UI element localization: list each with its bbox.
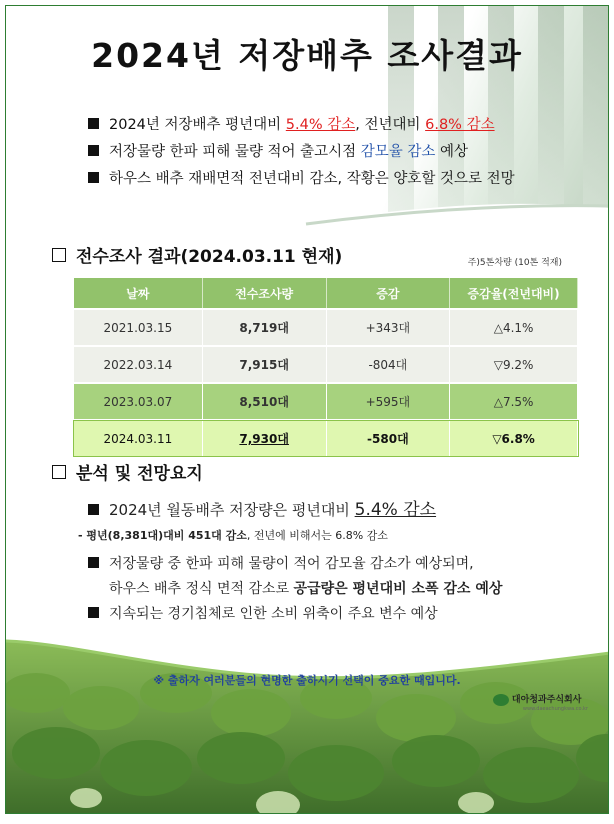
page-title: 2024년 저장배추 조사결과 — [91, 36, 523, 75]
rate-cell: ▽9.2% — [450, 347, 578, 382]
bullet-square-icon — [88, 607, 99, 618]
column-header: 전수조사량 — [203, 278, 327, 308]
hollow-square-icon — [52, 465, 66, 479]
summary-bullets — [88, 112, 515, 193]
analysis-point: 2024년 월동배추 저장량은 평년대비 5.4% 감소 — [88, 498, 502, 523]
bullet-square-icon — [88, 118, 99, 129]
amount-cell: 7,915대 — [203, 347, 327, 382]
analysis-point-continued: 하우스 배추 정식 면적 감소로 공급량은 평년대비 소폭 감소 예상 — [109, 581, 503, 597]
date-cell: 2024.03.11 — [74, 421, 203, 456]
table-row — [74, 310, 578, 345]
summary-bullet: 2024년 저장배추 평년대비 5.4% 감소, 전년대비 6.8% 감소 — [88, 112, 515, 139]
footer-note: ※ 출하자 여러분들의 현명한 출하시기 선택이 중요한 때입니다. — [153, 674, 461, 687]
poster — [5, 5, 609, 814]
company-logo: 대아청과주식회사 www.daeachungkwa.co.kr — [493, 692, 588, 712]
unit-note: 주)5톤차량 (10톤 적재) — [467, 258, 562, 268]
change-cell: +595대 — [327, 384, 451, 419]
column-header: 증감 — [327, 278, 451, 308]
table-row — [74, 347, 578, 382]
amount-cell: 7,930대 — [203, 421, 327, 456]
table-row — [74, 384, 578, 419]
date-cell: 2021.03.15 — [74, 310, 203, 345]
date-cell: 2023.03.07 — [74, 384, 203, 419]
rate-cell: △7.5% — [450, 384, 578, 419]
analysis-subpoint: - 평년(8,381대)대비 451대 감소, 전년에 비해서는 6.8% 감소 — [78, 529, 388, 542]
analysis-point: 저장물량 중 한파 피해 물량이 적어 감모율 감소가 예상되며, — [88, 552, 502, 577]
rate-cell: ▽6.8% — [450, 421, 578, 456]
date-cell: 2022.03.14 — [74, 347, 203, 382]
change-cell: +343대 — [327, 310, 451, 345]
survey-heading: 전수조사 결과(2024.03.11 현재) — [52, 242, 342, 267]
bullet-square-icon — [88, 504, 99, 515]
rate-cell: △4.1% — [450, 310, 578, 345]
amount-cell: 8,719대 — [203, 310, 327, 345]
bullet-square-icon — [88, 172, 99, 183]
survey-table — [74, 276, 578, 458]
table-row-highlight — [74, 421, 578, 456]
change-cell: -580대 — [327, 421, 451, 456]
analysis-body — [78, 498, 503, 627]
summary-bullet: 저장물량 한파 피해 물량 적어 출고시점 감모율 감소 예상 — [88, 139, 515, 166]
analysis-point: 지속되는 경기침체로 인한 소비 위축이 주요 변수 예상 — [88, 602, 502, 627]
bullet-square-icon — [88, 145, 99, 156]
amount-cell: 8,510대 — [203, 384, 327, 419]
cabbage-field-image — [6, 633, 609, 813]
column-header: 날짜 — [74, 278, 203, 308]
summary-bullet: 하우스 배추 재배면적 전년대비 감소, 작황은 양호할 것으로 전망 — [88, 166, 515, 193]
column-header: 증감율(전년대비) — [450, 278, 578, 308]
hollow-square-icon — [52, 248, 66, 262]
analysis-heading: 분석 및 전망요지 — [52, 459, 203, 484]
bullet-square-icon — [88, 557, 99, 568]
change-cell: -804대 — [327, 347, 451, 382]
company-logo-icon — [493, 694, 509, 706]
table-header-row — [74, 278, 578, 308]
